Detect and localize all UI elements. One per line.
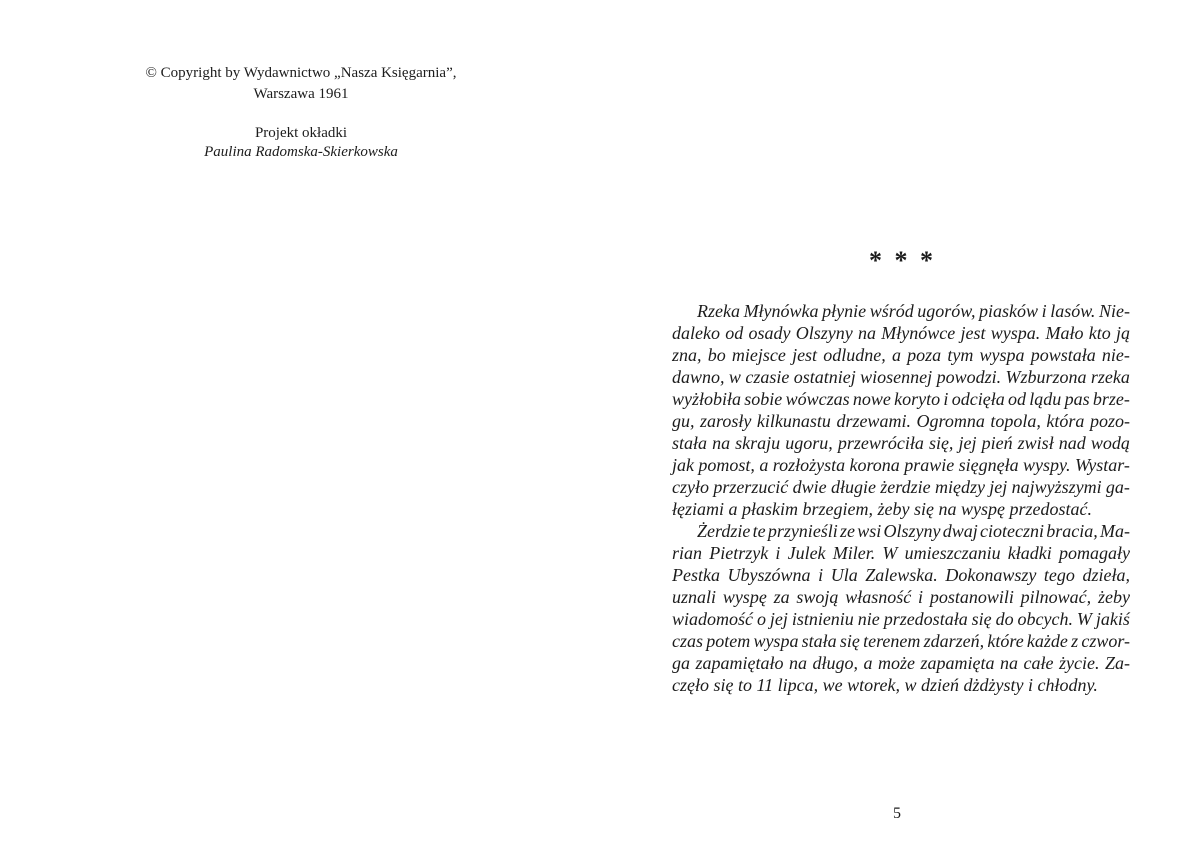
text-line: Żerdzie te przynieśli ze wsi Olszyny dwaj cioteczni bracia, Ma- <box>697 521 1130 541</box>
text-line: rian Pietrzyk i Julek Miler. W umieszczaniu kładki pomagały <box>672 543 1130 563</box>
text-line: Pestka Ubyszówna i Ula Zalewska. Dokonawszy tego dzieła, <box>672 565 1130 585</box>
text-line: zna, bo miejsce jest odludne, a poza tym wyspa powstała nie- <box>672 345 1130 365</box>
copyright-city-year: Warszawa 1961 <box>253 86 349 102</box>
cover-designer-name: Paulina Radomska-Skierkowska <box>204 144 398 160</box>
text-line: łęziami a płaskim brzegiem, żeby się na wyspę przedostać. <box>672 499 1092 519</box>
text-line: jak pomost, a rozłożysta korona prawie sięgnęła wyspy. Wystar- <box>672 455 1130 475</box>
text-line: Rzeka Młynówka płynie wśród ugorów, piasków i lasów. Nie- <box>697 301 1130 321</box>
text-line: wiadomość o jej istnieniu nie przedostała się do obcych. W jakiś <box>672 609 1130 629</box>
text-line: daleko od osady Olszyny na Młynówce jest wyspa. Mało kto ją <box>672 323 1130 343</box>
text-line: czyło przerzucić dwie długie żerdzie między jej najwyższymi ga- <box>672 477 1130 497</box>
text-line: wyżłobiła sobie wówczas nowe koryto i odcięła od lądu pas brze- <box>672 389 1130 409</box>
text-line: dawno, w czasie ostatniej wiosennej powodzi. Wzburzona rzeka <box>672 367 1130 387</box>
text-line: ga zapamiętało na długo, a może zapamięta na całe życie. Za- <box>672 653 1130 673</box>
text-line: stała na skraju ugoru, przewróciła się, jej pień zwisł nad wodą <box>672 433 1130 453</box>
text-line: czas potem wyspa stała się terenem zdarzeń, które każde z czwor- <box>672 631 1130 651</box>
copyright-block <box>101 63 501 105</box>
cover-design-block <box>101 124 501 162</box>
cover-design-label: Projekt okładki <box>254 125 348 141</box>
page-number: 5 <box>893 805 901 822</box>
text-line: gu, zarosły kilkunastu drzewami. Ogromna topola, która pozo- <box>672 411 1130 431</box>
copyright-line: © Copyright by Wydawnictwo „Nasza Księgarnia”, <box>145 65 457 81</box>
text-line: uznali wyspę za swoją własność i postanowili pilnować, żeby <box>672 587 1130 607</box>
body-text <box>672 300 1130 696</box>
text-line: częło się to 11 lipca, we wtorek, w dzień dżdżysty i chłodny. <box>672 675 1098 695</box>
section-divider: * * * <box>869 246 936 275</box>
